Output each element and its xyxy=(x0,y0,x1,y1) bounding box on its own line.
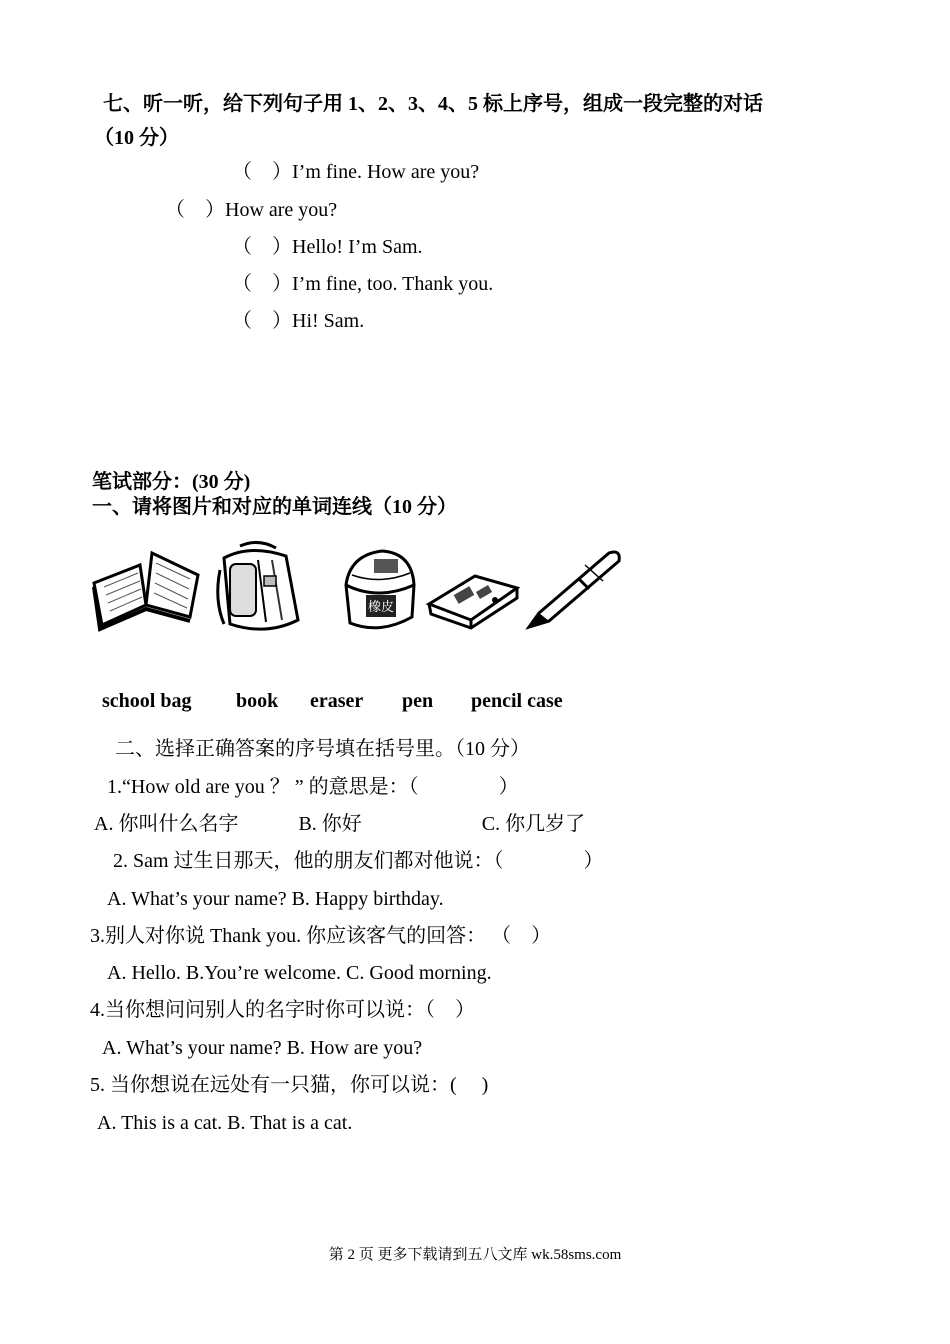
word-pencil-case: pencil case xyxy=(471,690,563,712)
question-5-options: A. This is a cat. B. That is a cat. xyxy=(97,1112,353,1134)
question-3: 3.别人对你说 Thank you. 你应该客气的回答： （ ） xyxy=(90,925,552,947)
dialogue-item-2: （ ）How are you? xyxy=(165,199,338,221)
question-1-options: A. 你叫什么名字 B. 你好 C. 你几岁了 xyxy=(94,813,586,835)
word-school-bag: school bag xyxy=(102,690,192,712)
written-heading: 笔试部分：(30 分) xyxy=(92,471,251,493)
svg-text:橡皮: 橡皮 xyxy=(367,600,395,615)
question-5: 5. 当你想说在远处有一只猫，你可以说：( ) xyxy=(90,1074,489,1096)
page-footer: 第 2 页 更多下载请到五八文库 wk.58sms.com xyxy=(328,1247,622,1263)
book-icon xyxy=(90,545,202,635)
question-4-options: A. What’s your name? B. How are you? xyxy=(102,1037,423,1059)
question-2-options: A. What’s your name? B. Happy birthday. xyxy=(107,888,444,910)
dialogue-item-3: （ ）Hello! I’m Sam. xyxy=(232,236,423,258)
question-4: 4.当你想问问别人的名字时你可以说：（ ） xyxy=(90,999,475,1021)
word-eraser: eraser xyxy=(310,690,364,712)
pencil-case-icon xyxy=(425,570,521,630)
dialogue-item-5: （ ）Hi! Sam. xyxy=(232,310,365,332)
section7-score: （10 分） xyxy=(94,127,179,149)
question-1: 1.“How old are you ？ ” 的意思是：（ ） xyxy=(107,776,519,798)
section7-title: 七、听一听，给下列句子用 1、2、3、4、5 标上序号，组成一段完整的对话 xyxy=(103,93,763,115)
eraser-icon xyxy=(340,545,420,640)
part1-title: 一、请将图片和对应的单词连线（10 分） xyxy=(92,496,457,518)
word-pen: pen xyxy=(402,690,434,712)
word-book: book xyxy=(236,690,279,712)
question-3-options: A. Hello. B.You’re welcome. C. Good morning. xyxy=(107,962,492,984)
dialogue-item-1: （ ）I’m fine. How are you? xyxy=(232,161,480,183)
question-2: 2. Sam 过生日那天，他的朋友们都对他说：（ ） xyxy=(113,850,604,872)
dialogue-item-4: （ ）I’m fine, too. Thank you. xyxy=(232,273,494,295)
part2-title: 二、选择正确答案的序号填在括号里。（10 分） xyxy=(115,738,530,760)
school-bag-icon xyxy=(210,540,310,635)
pen-icon xyxy=(525,545,625,635)
